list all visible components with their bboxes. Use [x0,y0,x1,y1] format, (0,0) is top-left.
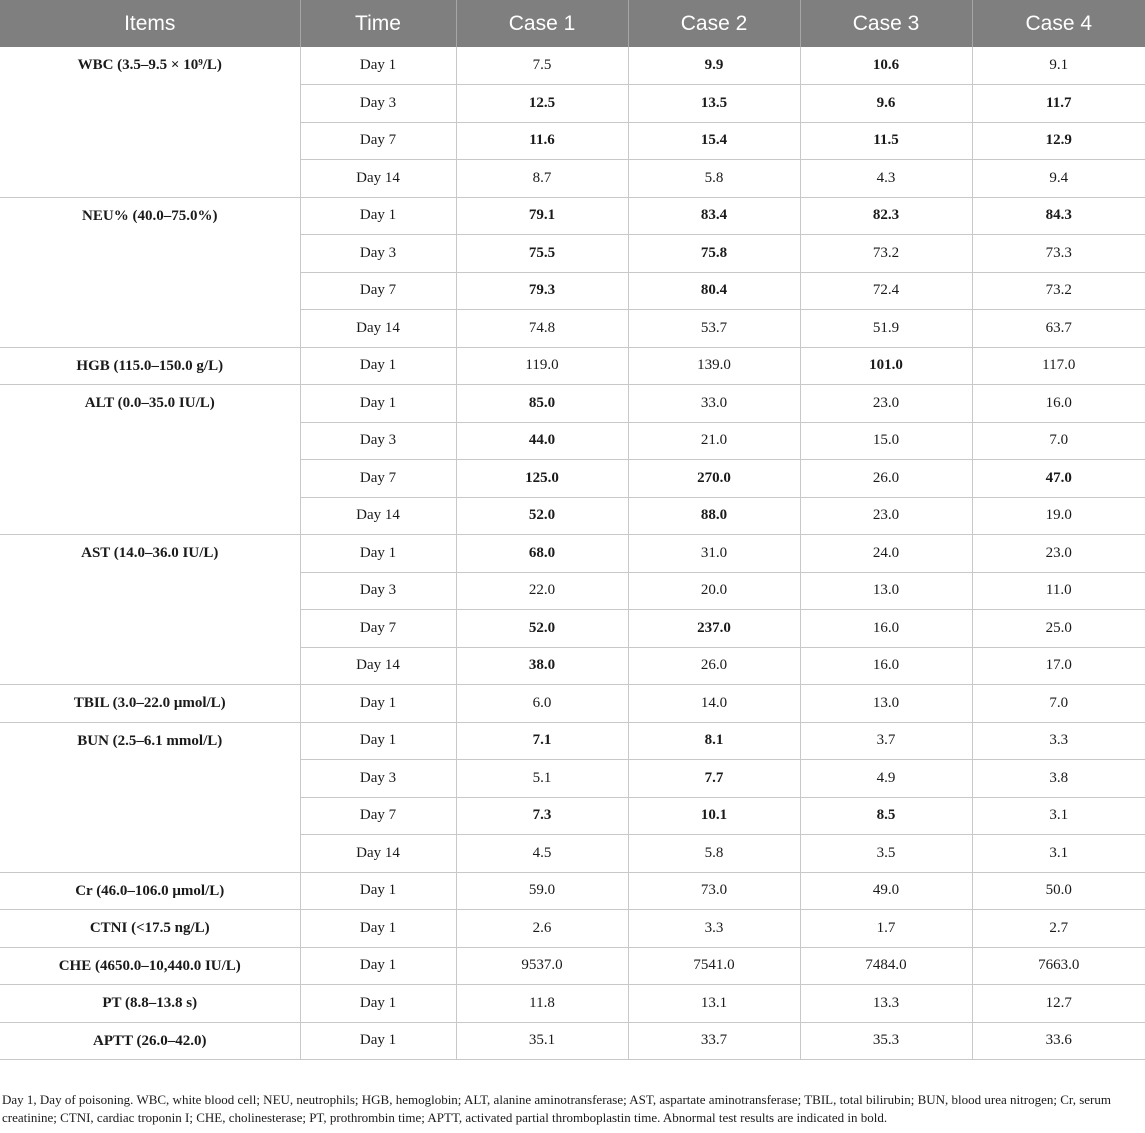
case-3-value: 24.0 [800,535,972,573]
case-3-value: 23.0 [800,385,972,423]
time-cell: Day 3 [300,760,456,798]
item-label: TBIL (3.0–22.0 μmol/L) [0,685,300,723]
item-label: AST (14.0–36.0 IU/L) [0,535,300,685]
case-3-value: 8.5 [800,797,972,835]
item-label: CHE (4650.0–10,440.0 IU/L) [0,947,300,985]
case-4-value: 50.0 [972,872,1145,910]
header-time: Time [300,0,456,47]
case-1-value: 59.0 [456,872,628,910]
case-4-value: 12.7 [972,985,1145,1023]
time-cell: Day 1 [300,347,456,385]
case-4-value: 33.6 [972,1022,1145,1060]
time-cell: Day 1 [300,722,456,760]
table-row [0,535,1145,573]
header-case-4: Case 4 [972,0,1145,47]
case-2-value: 9.9 [628,47,800,85]
time-cell: Day 14 [300,647,456,685]
time-cell: Day 3 [300,572,456,610]
case-3-value: 73.2 [800,235,972,273]
case-4-value: 11.7 [972,85,1145,123]
case-3-value: 4.9 [800,760,972,798]
case-2-value: 237.0 [628,610,800,648]
case-4-value: 73.3 [972,235,1145,273]
case-1-value: 7.5 [456,47,628,85]
table-row [0,47,1145,85]
item-label: NEU% (40.0–75.0%) [0,197,300,347]
table-row [0,385,1145,423]
time-cell: Day 1 [300,197,456,235]
case-1-value: 22.0 [456,572,628,610]
case-4-value: 12.9 [972,122,1145,160]
case-2-value: 7.7 [628,760,800,798]
time-cell: Day 3 [300,422,456,460]
case-2-value: 75.8 [628,235,800,273]
case-3-value: 3.5 [800,835,972,873]
table-footnote: Day 1, Day of poisoning. WBC, white blood cell; NEU, neutrophils; HGB, hemoglobin; ALT, alanine aminotransferase; AST, aspartate aminotransferase; TBIL, total bilirubin; BUN, blood urea nitrogen; Cr, serum creatinine; CTNI, cardiac troponin I; CHE, cholinesterase; PT, prothrombin time; APTT, activated partial thromboplastin time. Abnormal test results are indicated in bold. [2,1092,1111,1125]
time-cell: Day 7 [300,272,456,310]
header-row [0,0,1145,47]
case-3-value: 9.6 [800,85,972,123]
case-4-value: 11.0 [972,572,1145,610]
case-4-value: 7.0 [972,422,1145,460]
case-4-value: 7663.0 [972,947,1145,985]
case-1-value: 74.8 [456,310,628,348]
table-row [0,872,1145,910]
item-label: APTT (26.0–42.0) [0,1022,300,1060]
case-2-value: 33.7 [628,1022,800,1060]
case-2-value: 8.1 [628,722,800,760]
case-4-value: 25.0 [972,610,1145,648]
case-1-value: 12.5 [456,85,628,123]
case-1-value: 11.6 [456,122,628,160]
time-cell: Day 1 [300,1022,456,1060]
case-2-value: 21.0 [628,422,800,460]
case-2-value: 33.0 [628,385,800,423]
case-2-value: 5.8 [628,160,800,198]
table-row [0,910,1145,948]
time-cell: Day 14 [300,310,456,348]
table-body [0,47,1145,1060]
case-3-value: 15.0 [800,422,972,460]
case-2-value: 73.0 [628,872,800,910]
case-3-value: 4.3 [800,160,972,198]
case-3-value: 49.0 [800,872,972,910]
case-4-value: 63.7 [972,310,1145,348]
case-3-value: 23.0 [800,497,972,535]
time-cell: Day 1 [300,985,456,1023]
case-3-value: 7484.0 [800,947,972,985]
time-cell: Day 1 [300,47,456,85]
case-3-value: 16.0 [800,647,972,685]
item-label: PT (8.8–13.8 s) [0,985,300,1023]
case-2-value: 5.8 [628,835,800,873]
time-cell: Day 1 [300,685,456,723]
case-1-value: 6.0 [456,685,628,723]
case-2-value: 3.3 [628,910,800,948]
time-cell: Day 7 [300,460,456,498]
case-4-value: 16.0 [972,385,1145,423]
case-4-value: 3.3 [972,722,1145,760]
case-4-value: 9.4 [972,160,1145,198]
case-2-value: 10.1 [628,797,800,835]
case-3-value: 16.0 [800,610,972,648]
case-4-value: 73.2 [972,272,1145,310]
header-case-3: Case 3 [800,0,972,47]
case-1-value: 68.0 [456,535,628,573]
case-3-value: 10.6 [800,47,972,85]
case-4-value: 84.3 [972,197,1145,235]
case-4-value: 9.1 [972,47,1145,85]
time-cell: Day 3 [300,235,456,273]
case-3-value: 13.3 [800,985,972,1023]
case-2-value: 31.0 [628,535,800,573]
time-cell: Day 1 [300,535,456,573]
table-row [0,347,1145,385]
case-1-value: 79.1 [456,197,628,235]
time-cell: Day 7 [300,797,456,835]
table-header [0,0,1145,47]
item-label: HGB (115.0–150.0 g/L) [0,347,300,385]
case-1-value: 35.1 [456,1022,628,1060]
case-3-value: 82.3 [800,197,972,235]
item-label: CTNI (<17.5 ng/L) [0,910,300,948]
case-3-value: 35.3 [800,1022,972,1060]
case-3-value: 1.7 [800,910,972,948]
case-2-value: 13.5 [628,85,800,123]
case-3-value: 26.0 [800,460,972,498]
time-cell: Day 1 [300,872,456,910]
case-1-value: 44.0 [456,422,628,460]
time-cell: Day 14 [300,497,456,535]
case-2-value: 53.7 [628,310,800,348]
item-label: ALT (0.0–35.0 IU/L) [0,385,300,535]
case-4-value: 3.1 [972,835,1145,873]
case-1-value: 9537.0 [456,947,628,985]
case-2-value: 20.0 [628,572,800,610]
case-2-value: 15.4 [628,122,800,160]
case-2-value: 26.0 [628,647,800,685]
case-1-value: 4.5 [456,835,628,873]
table-row [0,947,1145,985]
case-2-value: 80.4 [628,272,800,310]
case-1-value: 2.6 [456,910,628,948]
case-4-value: 47.0 [972,460,1145,498]
time-cell: Day 14 [300,160,456,198]
item-label: WBC (3.5–9.5 × 10⁹/L) [77,57,222,73]
case-2-value: 7541.0 [628,947,800,985]
case-2-value: 14.0 [628,685,800,723]
header-case-1: Case 1 [456,0,628,47]
case-1-value: 125.0 [456,460,628,498]
case-4-value: 19.0 [972,497,1145,535]
case-1-value: 5.1 [456,760,628,798]
case-1-value: 11.8 [456,985,628,1023]
case-4-value: 17.0 [972,647,1145,685]
case-1-value: 119.0 [456,347,628,385]
time-cell: Day 7 [300,610,456,648]
header-items: Items [0,0,300,47]
time-cell: Day 1 [300,910,456,948]
case-3-value: 51.9 [800,310,972,348]
table-row [0,722,1145,760]
table-row [0,1022,1145,1060]
item-label: BUN (2.5–6.1 mmol/L) [0,722,300,872]
case-4-value: 7.0 [972,685,1145,723]
case-3-value: 13.0 [800,685,972,723]
table-row [0,985,1145,1023]
case-2-value: 83.4 [628,197,800,235]
table-row [0,685,1145,723]
case-4-value: 3.8 [972,760,1145,798]
item-label: Cr (46.0–106.0 μmol/L) [0,872,300,910]
case-2-value: 13.1 [628,985,800,1023]
case-4-value: 2.7 [972,910,1145,948]
case-1-value: 8.7 [456,160,628,198]
case-1-value: 85.0 [456,385,628,423]
case-1-value: 75.5 [456,235,628,273]
case-2-value: 88.0 [628,497,800,535]
case-3-value: 11.5 [800,122,972,160]
table-row [0,197,1145,235]
case-4-value: 3.1 [972,797,1145,835]
case-1-value: 79.3 [456,272,628,310]
case-1-value: 52.0 [456,497,628,535]
time-cell: Day 1 [300,947,456,985]
case-1-value: 7.3 [456,797,628,835]
case-4-value: 23.0 [972,535,1145,573]
time-cell: Day 14 [300,835,456,873]
case-3-value: 13.0 [800,572,972,610]
case-2-value: 270.0 [628,460,800,498]
header-case-2: Case 2 [628,0,800,47]
time-cell: Day 3 [300,85,456,123]
case-1-value: 38.0 [456,647,628,685]
case-1-value: 52.0 [456,610,628,648]
case-3-value: 101.0 [800,347,972,385]
case-3-value: 72.4 [800,272,972,310]
case-3-value: 3.7 [800,722,972,760]
case-1-value: 7.1 [456,722,628,760]
case-2-value: 139.0 [628,347,800,385]
case-4-value: 117.0 [972,347,1145,385]
time-cell: Day 1 [300,385,456,423]
time-cell: Day 7 [300,122,456,160]
